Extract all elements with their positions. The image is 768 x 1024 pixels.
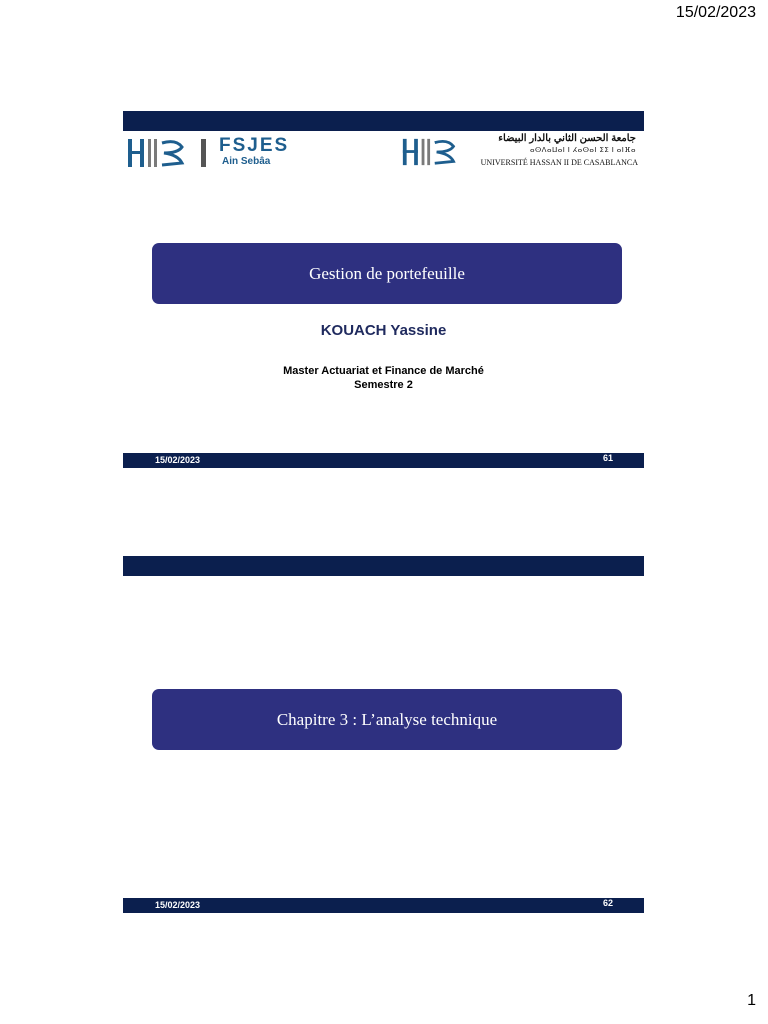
slide-footer-date: 15/02/2023 [155,900,201,910]
uh2-logo-icon [126,137,190,169]
slide-number: 62 [602,898,613,908]
slide-header-bar [123,556,644,576]
ain-sebaa-logo-text: Ain Sebâa [222,156,271,167]
slide-footer-bar [123,453,644,468]
semester: Semestre 2 [354,379,413,391]
slide-title: Gestion de portefeuille [309,263,465,283]
university-logo-icon [401,135,461,169]
logo-divider [201,139,206,167]
university-name-french: UNIVERSITÉ HASSAN II DE CASABLANCA [480,158,638,167]
author-name: KOUACH Yassine [320,322,447,339]
slide-header-bar [123,111,644,131]
slide-title-box [152,243,622,304]
program-name: Master Actuariat et Finance de Marché [283,365,484,377]
slide-62 [123,556,644,913]
slide-footer-bar [123,898,644,913]
university-name-arabic: جامعة الحسن الثاني بالدار البيضاء [498,133,636,144]
page-header-date: 15/02/2023 [675,4,756,21]
program-info [123,364,644,392]
slide-title-box [152,689,622,750]
fsjes-logo-text: FSJES [219,135,290,156]
logo-banner [123,133,644,171]
slide-61 [123,111,644,468]
slide-number: 61 [602,453,613,463]
page-number: 1 [747,992,756,1009]
slide-footer-date: 15/02/2023 [155,455,201,465]
slide-title: Chapitre 3 : L’analyse technique [276,709,498,729]
university-name-tifinagh: ⴰⵙⴷⴰⵡⴰⵏ ⵏ ⵃⴰⵙⴰⵏ ⵉⵉ ⵏ ⴰⵏⴼⴰ [529,147,636,154]
